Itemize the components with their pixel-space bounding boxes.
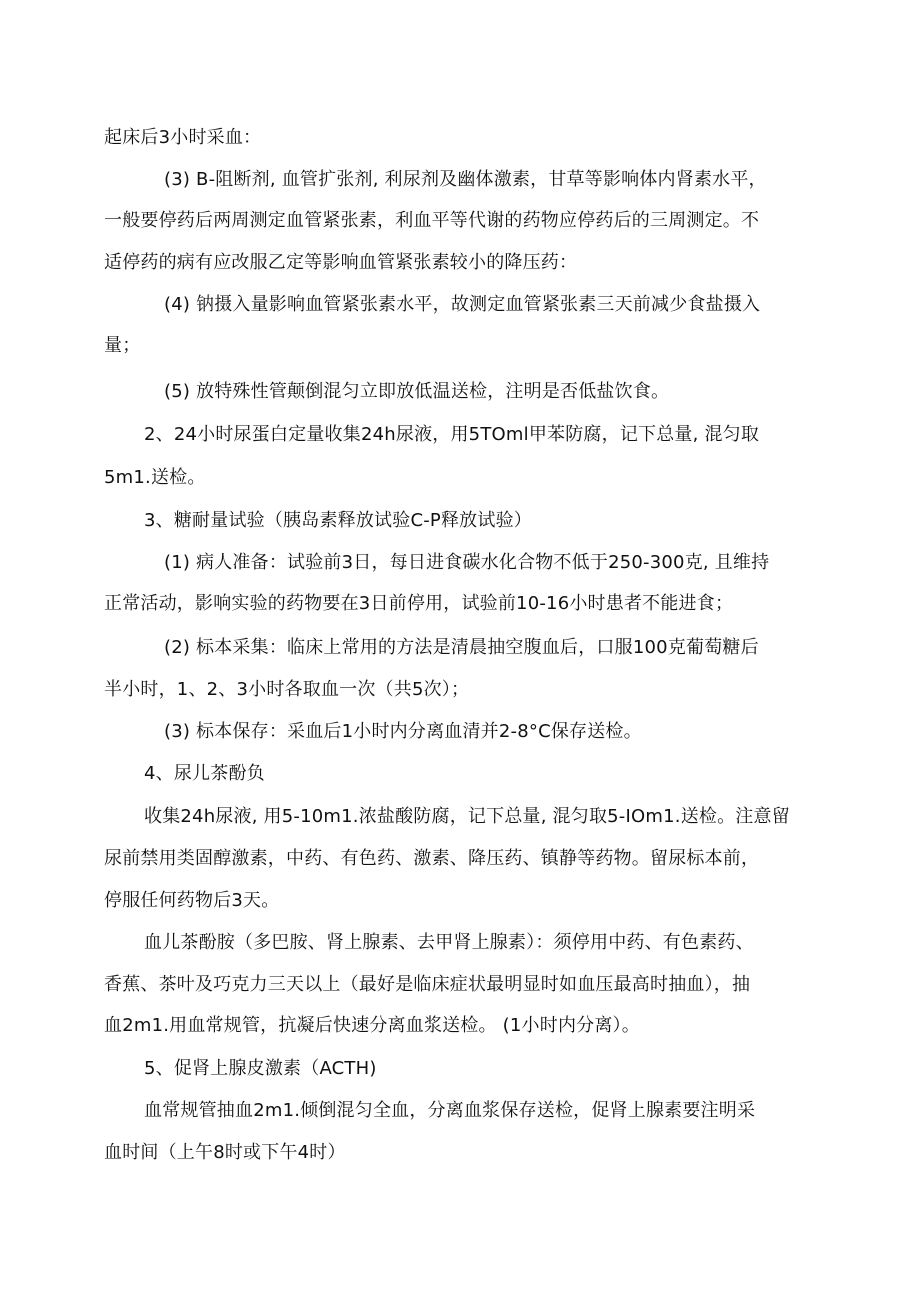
text-line-18: 尿前禁用类固醇激素，中药、有色药、激素、降压药、镇静等药物。留尿标本前，	[104, 848, 760, 869]
text-line-3: 一般要停药后两周测定血管紧张素，利血平等代谢的药物应停药后的三周测定。不	[104, 210, 760, 231]
text-line-17: 收集24h尿液, 用5-10m1.浓盐酸防腐，记下总量, 混匀取5-IOm1.送检。注意留	[144, 806, 790, 827]
text-line-25: 血时间（上午8时或下午4时）	[104, 1142, 346, 1163]
text-line-8: 2、24小时尿蛋白定量收集24h尿液，用5TOml甲苯防腐，记下总量, 混匀取	[144, 424, 760, 445]
text-line-9: 5m1.送检。	[104, 467, 206, 488]
text-line-16: 4、尿儿茶酚负	[144, 763, 265, 784]
text-line-13: (2) 标本采集：临床上常用的方法是清晨抽空腹血后，口服100克葡萄糖后	[164, 637, 759, 658]
text-line-11: (1) 病人准备：试验前3日，每日进食碳水化合物不低于250-300克, 且维持	[164, 552, 770, 573]
text-line-7: (5) 放特殊性管颠倒混匀立即放低温送检，注明是否低盐饮食。	[164, 381, 670, 402]
text-line-4: 适停药的病有应改服乙定等影响血管紧张素较小的降压药：	[104, 252, 578, 273]
text-line-22: 血2m1.用血常规管，抗凝后快速分离血浆送检。 (1小时内分离）。	[104, 1015, 640, 1036]
text-line-2: (3) B-阻断剂, 血管扩张剂, 利尿剂及幽体激素，甘草等影响体内肾素水平，	[164, 169, 767, 190]
text-line-6: 量；	[104, 335, 141, 356]
text-line-21: 香蕉、茶叶及巧克力三天以上（最好是临床症状最明显时如血压最高时抽血），抽	[104, 974, 751, 995]
text-line-15: (3) 标本保存：采血后1小时内分离血清并2-8°C保存送检。	[164, 721, 642, 742]
text-line-10: 3、糖耐量试验（胰岛素释放试验C-P释放试验）	[144, 510, 532, 531]
text-line-1: 起床后3小时采血：	[104, 127, 262, 148]
text-line-23: 5、促肾上腺皮激素（ACTH)	[144, 1058, 377, 1079]
text-line-24: 血常规管抽血2m1.倾倒混匀全血，分离血浆保存送检，促肾上腺素要注明采	[144, 1100, 756, 1121]
text-line-20: 血儿茶酚胺（多巴胺、肾上腺素、去甲肾上腺素）：须停用中药、有色素药、	[144, 932, 754, 953]
text-line-12: 正常活动，影响实验的药物要在3日前停用，试验前10-16小时患者不能进食；	[104, 593, 734, 614]
text-line-14: 半小时，1、2、3小时各取血一次（共5次）；	[104, 679, 470, 700]
text-line-5: (4) 钠摄入量影响血管紧张素水平，故测定血管紧张素三天前减少食盐摄入	[164, 294, 761, 315]
text-line-19: 停服任何药物后3天。	[104, 890, 280, 911]
